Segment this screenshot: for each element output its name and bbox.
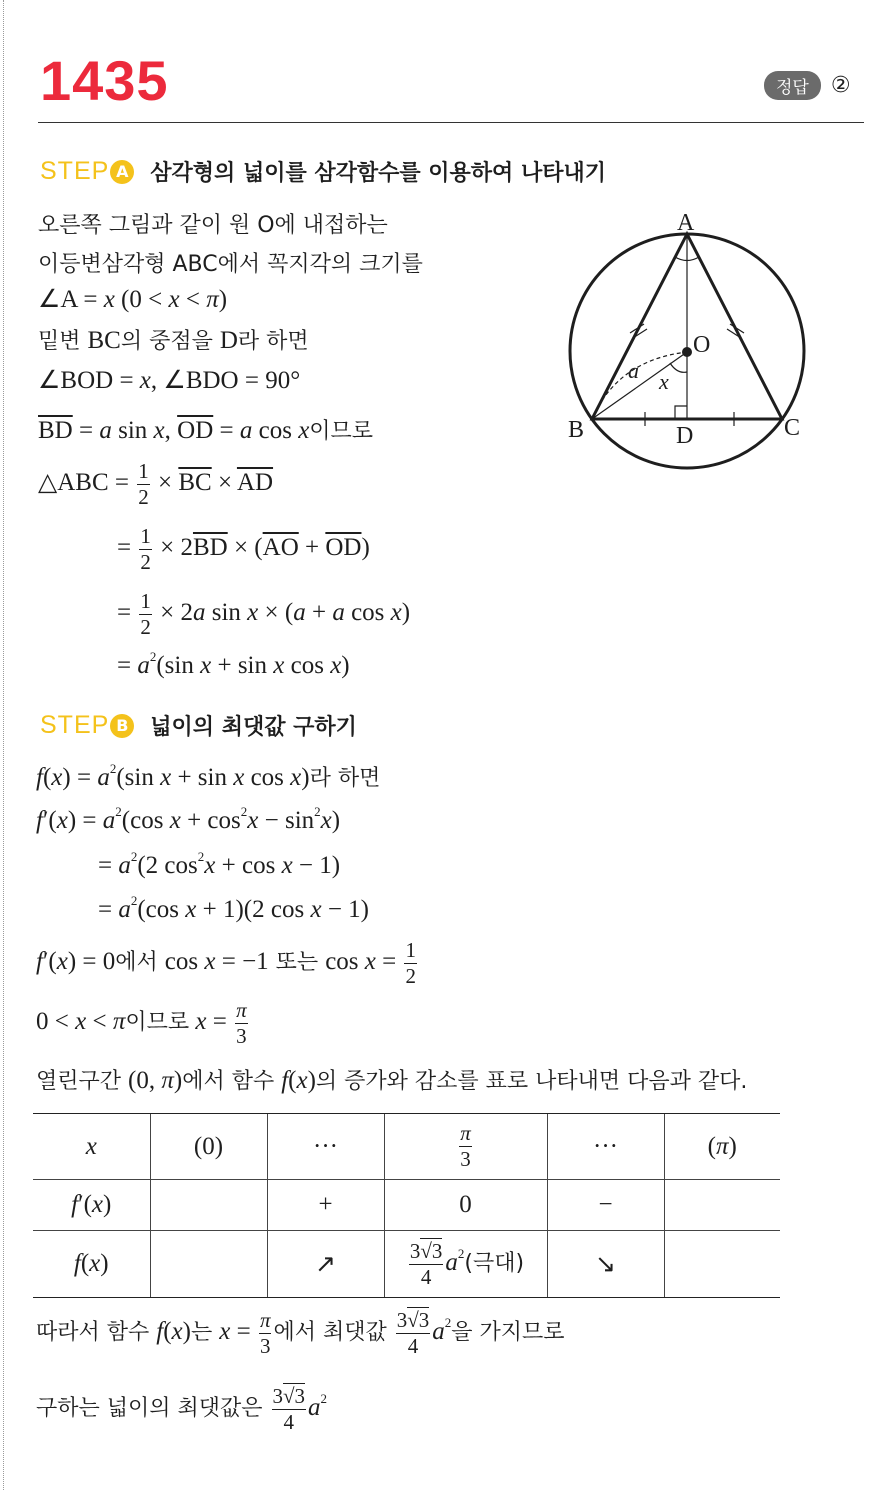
label-d: D <box>676 423 694 449</box>
imeuro-text2: 이므로 <box>125 1010 190 1036</box>
fprime-2: = $a^2(2$ $\cos^2x + \cos x - 1$) <box>98 849 341 879</box>
conc-text-5: 구하는 넓이의 최댓값은 <box>36 1396 270 1422</box>
critical-eq: f′(x) = 0에서 cos x = −1 또는 cos x = $\frac{1}{2}$ <box>36 938 416 988</box>
table-header-cell: (π) <box>664 1114 780 1180</box>
area-eq-3: = $\frac{1}{2}$ × 2a sin x × (a + a cos x) <box>117 589 411 639</box>
segment-ob <box>592 352 687 419</box>
local-max-text: (극대) <box>464 1250 525 1276</box>
table-header-cell: ··· <box>267 1114 384 1180</box>
area-eq-1: △ABC = $\frac{1}{2}$ × $\overline{BC} \times \overline{AD}$ <box>38 459 274 509</box>
area-eq-4: = $a^2(\sin$ x + sin x cos x) <box>117 649 350 679</box>
header-rule <box>38 122 864 123</box>
label-angle-x: x <box>659 369 669 394</box>
conclusion-line-1: 따라서 함수 f(x)는 x = $\frac{\pi}{3}$ 에서 최댓값 $\frac{3√3}{4}$ $a^2$을 가지므로 <box>36 1308 565 1358</box>
conc-text-4: 을 가지므로 <box>451 1320 565 1346</box>
conc-text-1: 따라서 함수 <box>36 1320 157 1346</box>
imeuro-text: 이므로 <box>309 419 374 444</box>
critical-point: 0 < x < π이므로 x = $\frac{\pi}{3}$ <box>36 998 247 1048</box>
table-header-cell: (0) <box>150 1114 267 1180</box>
interval-text-3: 의 증가와 감소를 표로 나타내면 다음과 같다. <box>315 1069 748 1094</box>
step-word: STEP <box>40 157 110 185</box>
label-c: C <box>784 415 801 441</box>
step-title: 삼각형의 넓이를 삼각함수를 이용하여 나타내기 <box>150 161 606 186</box>
table-header-cell: $\frac{\pi}{3}$ <box>384 1114 547 1180</box>
center-point-o <box>682 347 692 357</box>
angle-x-arc <box>670 363 687 372</box>
table-cell: 0 <box>384 1180 547 1231</box>
conclusion-line-2: 구하는 넓이의 최댓값은 $\frac{3√3}{4}$ $a^2$ <box>36 1384 328 1434</box>
step-letter-badge: A <box>110 160 134 184</box>
table-cell: ↘ <box>547 1231 664 1298</box>
interval-text-1: 열린구간 <box>36 1069 129 1094</box>
variation-table <box>33 1113 780 1298</box>
label-b: B <box>568 417 585 443</box>
s1-lengths: $\overline{BD} = a$ sin x, $\overline{OD} = a$ cos x이므로 <box>38 417 374 444</box>
eseo-text: 에서 <box>115 950 165 976</box>
table-cell <box>150 1231 267 1298</box>
step-title: 넓이의 최댓값 구하기 <box>150 715 357 740</box>
step-word: STEP <box>40 711 110 739</box>
table-cell <box>664 1231 780 1298</box>
answer-value: ② <box>830 73 851 98</box>
problem-number: 1435 <box>40 49 169 112</box>
table-header-cell: ··· <box>547 1114 664 1180</box>
table-cell: f′(x) <box>33 1180 150 1231</box>
interval-text-2: 에서 함수 <box>182 1069 282 1094</box>
step-letter-badge: B <box>110 714 134 738</box>
ramyeon-text: 라 하면 <box>309 766 381 791</box>
label-radius-a: a <box>628 358 639 383</box>
s1-angle-a: ∠A = x (0 < x < π) <box>38 286 228 313</box>
ttoneun-text: 또는 <box>268 950 326 976</box>
s1-angles: ∠BOD = x, ∠BDO = 90° <box>38 367 301 394</box>
interval-sentence: 열린구간 (0, π)에서 함수 f(x)의 증가와 감소를 표로 나타내면 다음과 같다. <box>36 1067 748 1094</box>
table-row <box>33 1180 780 1231</box>
conc-text-3: 에서 최댓값 <box>273 1320 394 1346</box>
s1-line1: 오른쪽 그림과 같이 원 O에 내접하는 <box>38 213 388 238</box>
table-row <box>33 1114 780 1180</box>
midpoint-text2: 라 하면 <box>237 329 309 354</box>
answer-box <box>764 71 851 100</box>
answer-badge: 정답 <box>764 71 821 100</box>
step-a-heading <box>40 156 606 187</box>
fx-def: $f(x) = a^2(\sin$ x + sin x cos x)라 하면 <box>36 761 381 791</box>
table-cell <box>150 1180 267 1231</box>
table-cell: − <box>547 1180 664 1231</box>
fprime-1: $f'(x) = a^2(\cos$ $x + \cos^2x - \sin^2x$) <box>36 804 341 834</box>
triangle-circle-diagram <box>560 200 820 480</box>
area-eq-2: = $\frac{1}{2}$ × $2\overline{BD} \times (\overline{AO} + \overline{OD})$ <box>117 524 370 574</box>
s1-line2: 이등변삼각형 ABC에서 꼭지각의 크기를 <box>38 252 423 277</box>
table-cell <box>664 1180 780 1231</box>
fprime-3: = $a^2(\cos$ x + 1)(2 cos x − 1) <box>98 893 369 923</box>
page-margin-line <box>3 0 4 1490</box>
label-a: A <box>677 210 695 236</box>
right-angle-mark <box>675 406 687 419</box>
base-text: 밑변 <box>38 329 88 354</box>
midpoint-text: 의 중점을 <box>120 329 220 354</box>
table-cell: $\frac{3√3}{4}$ $a^2$(극대) <box>384 1231 547 1298</box>
table-header-cell: x <box>33 1114 150 1180</box>
label-o: O <box>693 332 711 358</box>
table-cell: ↗ <box>267 1231 384 1298</box>
table-cell: + <box>267 1180 384 1231</box>
conc-text-2: 는 <box>190 1320 220 1346</box>
table-cell: f(x) <box>33 1231 150 1298</box>
step-b-heading <box>40 710 357 741</box>
table-row <box>33 1231 780 1298</box>
s1-midpoint: 밑변 BC의 중점을 D라 하면 <box>38 327 309 354</box>
